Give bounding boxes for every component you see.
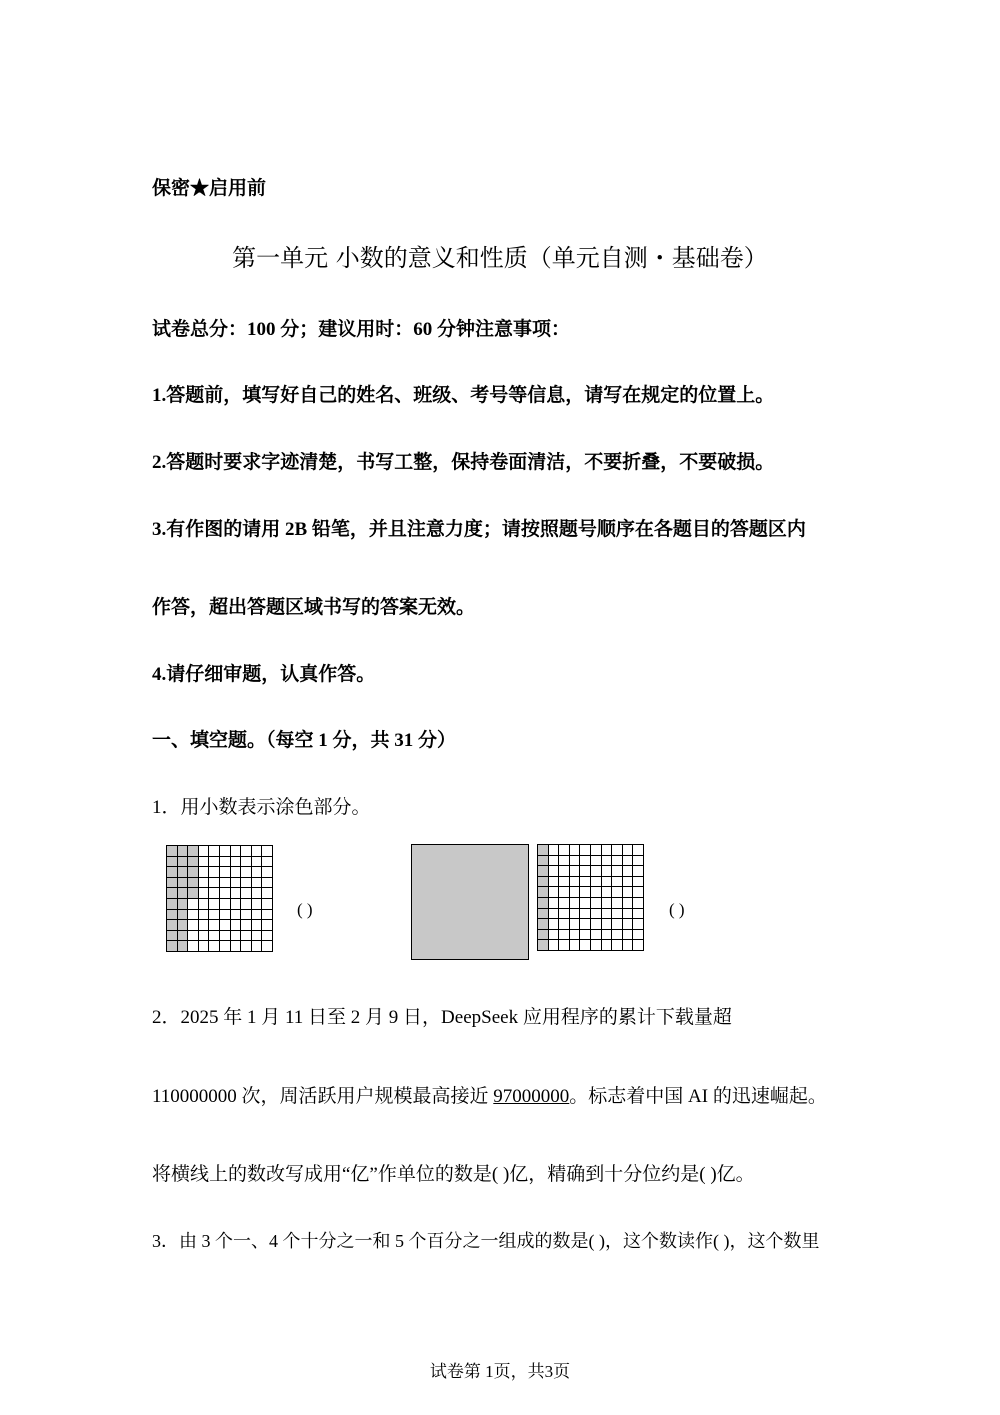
grid-cell: [241, 856, 252, 867]
grid-cell: [622, 929, 633, 940]
grid-cell: [590, 897, 601, 908]
grid-cell: [230, 898, 241, 909]
grid-cell: [538, 866, 549, 877]
grid-cell: [538, 887, 549, 898]
grid-cell: [622, 855, 633, 866]
grid-cell: [219, 846, 230, 857]
grid-cell: [633, 908, 644, 919]
grid-cell: [209, 920, 220, 931]
grid-cell: [262, 930, 273, 941]
hundred-grid-figure-2: [537, 844, 644, 951]
grid-cell: [167, 920, 178, 931]
question-2-line-3: 将横线上的数改写成用“亿”作单位的数是( )亿，精确到十分位约是( )亿。: [152, 1164, 755, 1185]
grid-cell: [580, 908, 591, 919]
grid-cell: [230, 930, 241, 941]
grid-cell: [548, 876, 559, 887]
grid-cell: [177, 888, 188, 899]
grid-cell: [251, 867, 262, 878]
grid-cell: [622, 876, 633, 887]
grid-cell: [188, 877, 199, 888]
grid-cell: [612, 887, 623, 898]
grid-cell: [559, 887, 570, 898]
grid-cell: [569, 876, 580, 887]
grid-cell: [241, 909, 252, 920]
grid-cell: [251, 920, 262, 931]
grid-cell: [590, 929, 601, 940]
grid-cell: [209, 888, 220, 899]
grid-cell: [538, 908, 549, 919]
grid-cell: [580, 845, 591, 856]
question-2-text-after: 。标志着中国 AI 的迅速崛起。: [569, 1086, 827, 1107]
grid-cell: [209, 930, 220, 941]
grid-cell: [241, 867, 252, 878]
grid-cell: [219, 930, 230, 941]
grid-cell: [622, 940, 633, 951]
grid-cell: [601, 876, 612, 887]
grid-cell: [198, 856, 209, 867]
grid-cell: [612, 940, 623, 951]
grid-cell: [559, 897, 570, 908]
underlined-number: 97000000: [493, 1086, 570, 1107]
grid-cell: [633, 919, 644, 930]
grid-cell: [262, 920, 273, 931]
grid-cell: [559, 919, 570, 930]
grid-cell: [241, 930, 252, 941]
grid-cell: [262, 941, 273, 952]
grid-cell: [622, 908, 633, 919]
grid-cell: [538, 929, 549, 940]
grid-cell: [241, 877, 252, 888]
grid-cell: [251, 941, 262, 952]
grid-cell: [559, 876, 570, 887]
grid-cell: [633, 845, 644, 856]
grid-cell: [569, 929, 580, 940]
question-2-line-2: [152, 1081, 827, 1108]
grid-cell: [612, 897, 623, 908]
grid-cell: [580, 897, 591, 908]
grid-cell: [569, 908, 580, 919]
grid-cell: [167, 867, 178, 878]
grid-cell: [167, 856, 178, 867]
grid-cell: [198, 920, 209, 931]
grid-cell: [219, 920, 230, 931]
section-1-heading: 一、填空题。（每空 1 分，共 31 分）: [152, 730, 457, 751]
grid-cell: [167, 846, 178, 857]
grid-cell: [198, 898, 209, 909]
grid-cell: [198, 867, 209, 878]
grid-cell: [590, 845, 601, 856]
grid-cell: [177, 930, 188, 941]
grid-cell: [580, 940, 591, 951]
grid-cell: [590, 919, 601, 930]
grid-cell: [559, 940, 570, 951]
grid-cell: [241, 920, 252, 931]
answer-blank-figure-2: ( ): [669, 900, 685, 919]
grid-cell: [251, 877, 262, 888]
answer-blank-figure-1: ( ): [297, 900, 313, 919]
grid-cell: [633, 866, 644, 877]
grid-cell: [601, 919, 612, 930]
grid-cell: [633, 855, 644, 866]
grid-cell: [538, 897, 549, 908]
grid-cell: [612, 908, 623, 919]
grid-cell: [633, 876, 644, 887]
grid-cell: [538, 845, 549, 856]
grid-cell: [177, 909, 188, 920]
grid-cell: [177, 877, 188, 888]
grid-cell: [251, 930, 262, 941]
grid-cell: [177, 898, 188, 909]
grid-cell: [188, 856, 199, 867]
grid-cell: [198, 846, 209, 857]
grid-cell: [241, 941, 252, 952]
grid-cell: [633, 887, 644, 898]
grid-cell: [580, 855, 591, 866]
question-2-line-1: 2．2025 年 1 月 11 日至 2 月 9 日，DeepSeek 应用程序的累计下载量超: [152, 1007, 732, 1028]
grid-cell: [612, 855, 623, 866]
grid-cell: [230, 888, 241, 899]
grid-cell: [580, 887, 591, 898]
grid-cell: [612, 866, 623, 877]
full-shaded-square: [411, 844, 529, 960]
grid-cell: [262, 856, 273, 867]
question-3-text: 3．由 3 个一、4 个十分之一和 5 个百分之一组成的数是( )，这个数读作( )，这个数里: [152, 1231, 820, 1251]
grid-cell: [177, 867, 188, 878]
grid-cell: [590, 887, 601, 898]
grid-cell: [177, 856, 188, 867]
grid-cell: [580, 876, 591, 887]
grid-cell: [612, 876, 623, 887]
grid-cell: [230, 846, 241, 857]
grid-cell: [601, 866, 612, 877]
grid-cell: [548, 855, 559, 866]
grid-cell: [580, 929, 591, 940]
grid-cell: [622, 897, 633, 908]
grid-cell: [538, 876, 549, 887]
grid-cell: [622, 845, 633, 856]
question-1-text: 1．用小数表示涂色部分。: [152, 797, 371, 818]
grid-cell: [209, 909, 220, 920]
grid-cell: [209, 856, 220, 867]
grid-cell: [590, 876, 601, 887]
grid-cell: [559, 908, 570, 919]
grid-cell: [590, 855, 601, 866]
grid-cell: [633, 929, 644, 940]
grid-cell: [601, 845, 612, 856]
grid-cell: [559, 929, 570, 940]
grid-cell: [612, 919, 623, 930]
grid-cell: [590, 908, 601, 919]
grid-cell: [230, 920, 241, 931]
question-2-text-before: 110000000 次，周活跃用户规模最高接近: [152, 1086, 494, 1107]
grid-cell: [209, 898, 220, 909]
grid-cell: [612, 929, 623, 940]
grid-cell: [548, 929, 559, 940]
grid-cell: [230, 856, 241, 867]
grid-cell: [230, 941, 241, 952]
grid-cell: [198, 930, 209, 941]
grid-cell: [209, 941, 220, 952]
grid-cell: [559, 855, 570, 866]
grid-cell: [251, 888, 262, 899]
grid-cell: [601, 887, 612, 898]
hundred-grid-figure-1: [166, 845, 273, 952]
grid-cell: [230, 877, 241, 888]
page-footer: 试卷第 1页，共3页: [429, 1362, 571, 1381]
grid-cell: [262, 898, 273, 909]
grid-cell: [219, 898, 230, 909]
grid-cell: [167, 930, 178, 941]
grid-cell: [251, 909, 262, 920]
grid-cell: [188, 920, 199, 931]
grid-cell: [262, 867, 273, 878]
grid-cell: [188, 898, 199, 909]
grid-cell: [580, 919, 591, 930]
grid-cell: [219, 856, 230, 867]
grid-cell: [188, 846, 199, 857]
grid-cell: [569, 845, 580, 856]
grid-cell: [167, 941, 178, 952]
grid-cell: [251, 846, 262, 857]
grid-cell: [569, 887, 580, 898]
exam-title: 第一单元 小数的意义和性质（单元自测・基础卷）: [232, 244, 768, 272]
grid-cell: [622, 887, 633, 898]
grid-cell: [548, 897, 559, 908]
grid-cell: [241, 898, 252, 909]
grid-cell: [219, 888, 230, 899]
grid-cell: [198, 888, 209, 899]
exam-info: 试卷总分：100 分；建议用时：60 分钟注意事项：: [152, 319, 571, 340]
grid-cell: [559, 866, 570, 877]
grid-cell: [612, 845, 623, 856]
grid-cell: [219, 877, 230, 888]
grid-cell: [167, 898, 178, 909]
grid-cell: [198, 909, 209, 920]
grid-cell: [230, 909, 241, 920]
grid-cell: [167, 888, 178, 899]
grid-cell: [198, 941, 209, 952]
note-4: 4.请仔细审题，认真作答。: [152, 664, 376, 685]
grid-cell: [209, 877, 220, 888]
grid-cell: [548, 866, 559, 877]
grid-cell: [188, 888, 199, 899]
grid-cell: [569, 855, 580, 866]
note-2: 2.答题时要求字迹清楚，书写工整，保持卷面清洁，不要折叠，不要破损。: [152, 452, 775, 473]
grid-cell: [262, 877, 273, 888]
grid-cell: [251, 898, 262, 909]
grid-cell: [548, 940, 559, 951]
grid-cell: [167, 909, 178, 920]
grid-cell: [241, 846, 252, 857]
grid-cell: [601, 908, 612, 919]
grid-cell: [559, 845, 570, 856]
grid-cell: [601, 855, 612, 866]
grid-cell: [177, 920, 188, 931]
grid-cell: [601, 929, 612, 940]
grid-cell: [538, 855, 549, 866]
grid-cell: [209, 867, 220, 878]
note-1: 1.答题前，填写好自己的姓名、班级、考号等信息，请写在规定的位置上。: [152, 385, 775, 406]
grid-cell: [262, 888, 273, 899]
grid-cell: [569, 940, 580, 951]
grid-cell: [601, 897, 612, 908]
grid-cell: [188, 941, 199, 952]
grid-cell: [188, 867, 199, 878]
note-3: 3.有作图的请用 2B 铅笔，并且注意力度；请按照题号顺序在各题目的答题区内: [152, 519, 806, 540]
grid-cell: [580, 866, 591, 877]
grid-cell: [230, 867, 241, 878]
grid-cell: [262, 846, 273, 857]
grid-cell: [548, 919, 559, 930]
grid-cell: [177, 941, 188, 952]
grid-cell: [569, 866, 580, 877]
grid-cell: [262, 909, 273, 920]
grid-cell: [569, 897, 580, 908]
grid-cell: [251, 856, 262, 867]
grid-cell: [622, 866, 633, 877]
grid-cell: [601, 940, 612, 951]
grid-cell: [188, 930, 199, 941]
grid-cell: [219, 867, 230, 878]
grid-cell: [177, 846, 188, 857]
grid-cell: [633, 940, 644, 951]
grid-cell: [548, 908, 559, 919]
grid-cell: [241, 888, 252, 899]
grid-cell: [188, 909, 199, 920]
grid-cell: [548, 887, 559, 898]
grid-cell: [548, 845, 559, 856]
grid-cell: [590, 866, 601, 877]
grid-cell: [538, 940, 549, 951]
confidential-label: 保密★启用前: [152, 178, 267, 199]
grid-cell: [538, 919, 549, 930]
grid-cell: [569, 919, 580, 930]
grid-cell: [198, 877, 209, 888]
grid-cell: [622, 919, 633, 930]
grid-cell: [633, 897, 644, 908]
grid-cell: [590, 940, 601, 951]
grid-cell: [219, 909, 230, 920]
grid-cell: [167, 877, 178, 888]
note-3-continued: 作答，超出答题区域书写的答案无效。: [152, 597, 476, 618]
grid-cell: [219, 941, 230, 952]
grid-cell: [209, 846, 220, 857]
